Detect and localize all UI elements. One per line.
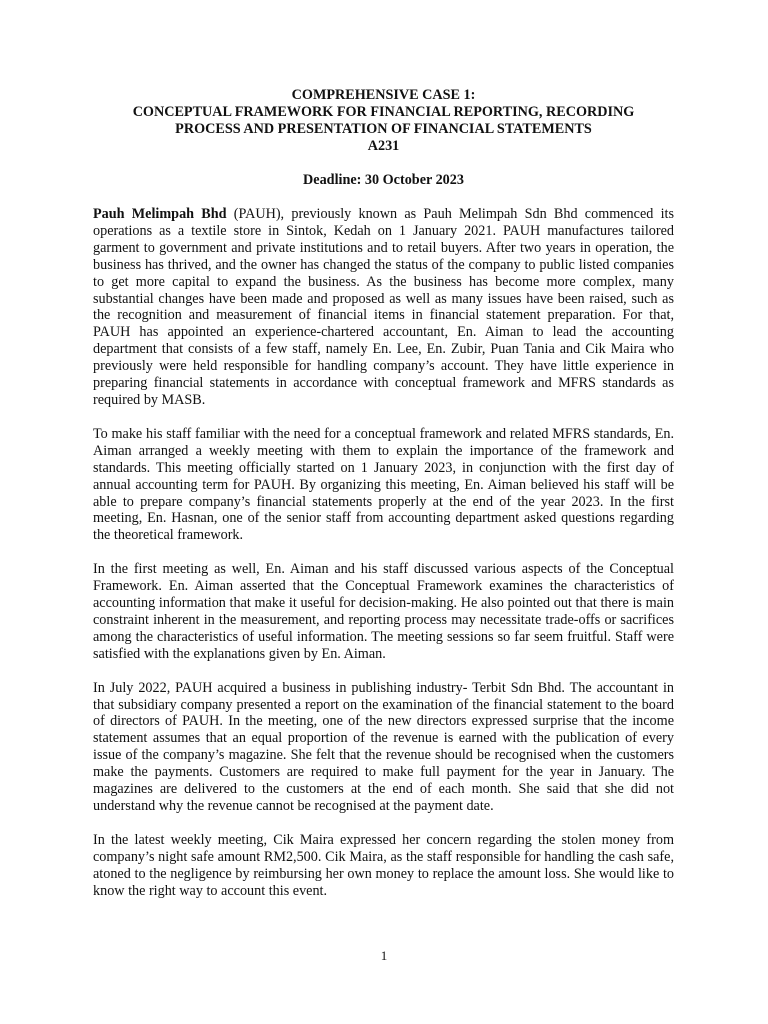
course-code: A231 (367, 138, 400, 154)
page-number: 1 (380, 948, 388, 963)
case-subtitle-line-2: PROCESS AND PRESENTATION OF FINANCIAL STATEMENTS (175, 121, 592, 137)
paragraph-company-background (93, 206, 674, 409)
document-page (93, 87, 674, 900)
company-name: Pauh Melimpah Bhd (93, 206, 227, 222)
paragraph-weekly-meeting: To make his staff familiar with the need for a conceptual framework and related MFRS standards, En. Aiman arranged a weekly meeting with them to explain the importance of the framework and standards. This meeting officially started on 1 January 2023, in conjunction with the first day of annual accounting term for PAUH. By organizing this meeting, En. Aiman believed his staff will be able to prepare company’s financial statements properly at the end of the year 2023. In the first meeting, En. Hasnan, one of the senior staff from accounting department asked questions regarding the theoretical framework. (93, 425, 674, 544)
case-title: COMPREHENSIVE CASE 1: (291, 87, 476, 103)
paragraph-subsidiary-acquisition: In July 2022, PAUH acquired a business in publishing industry- Terbit Sdn Bhd. The accountant in that subsidiary company presented a report on the examination of the financial statement to the board of directors of PAUH. In the meeting, one of the new directors expressed surprise that the income statement assumes that an equal proportion of the revenue is earned with the publication of every issue of the company’s magazine. She felt that the revenue should be recognised when the customers make the payments. Customers are required to make full payment for the year in January. The magazines are delivered to the customers at the end of each month. She said that she did not understand why the revenue cannot be recognised at the payment date. (93, 679, 674, 814)
paragraph-stolen-money: In the latest weekly meeting, Cik Maira expressed her concern regarding the stolen money from company’s night safe amount RM2,500. Cik Maira, as the staff responsible for handling the cash safe, atoned to the negligence by reimbursing her own money to replace the amount loss. She would like to know the right way to account this event. (93, 831, 674, 899)
paragraph-company-background-text: (PAUH), previously known as Pauh Melimpah Sdn Bhd commenced its operations as a textile store in Sintok, Kedah on 1 January 2021. PAUH manufactures tailored garment to government and private institutions and to retail buyers. After two years in operation, the business has thrived, and the owner has changed the status of the company to public listed companies to get more capital to expand the business. As the business has become more complex, many substantial changes have been made and proposed as well as many issues have been raised, such as the recognition and measurement of financial items in financial statement preparation. For that, PAUH has appointed an experience-chartered accountant, En. Aiman to lead the accounting department that consists of a few staff, namely En. Lee, En. Zubir, Puan Tania and Cik Maira who previously were held responsible for handling company’s account. They have little experience in preparing financial statements in accordance with conceptual framework and MFRS standards as required by MASB. (93, 206, 674, 408)
paragraph-conceptual-framework: In the first meeting as well, En. Aiman and his staff discussed various aspects of the Conceptual Framework. En. Aiman asserted that the Conceptual Framework examines the characteristics of accounting information that make it useful for decision-making. He also pointed out that there is main constraint inherent in the measurement, and reporting process may necessitate trade-offs or sacrifices among the characteristics of useful information. The meeting sessions so far seem fruitful. Staff were satisfied with the explanations given by En. Aiman. (93, 561, 674, 662)
case-subtitle-line-1: CONCEPTUAL FRAMEWORK FOR FINANCIAL REPORTING, RECORDING (132, 104, 635, 120)
deadline: Deadline: 30 October 2023 (303, 172, 464, 188)
